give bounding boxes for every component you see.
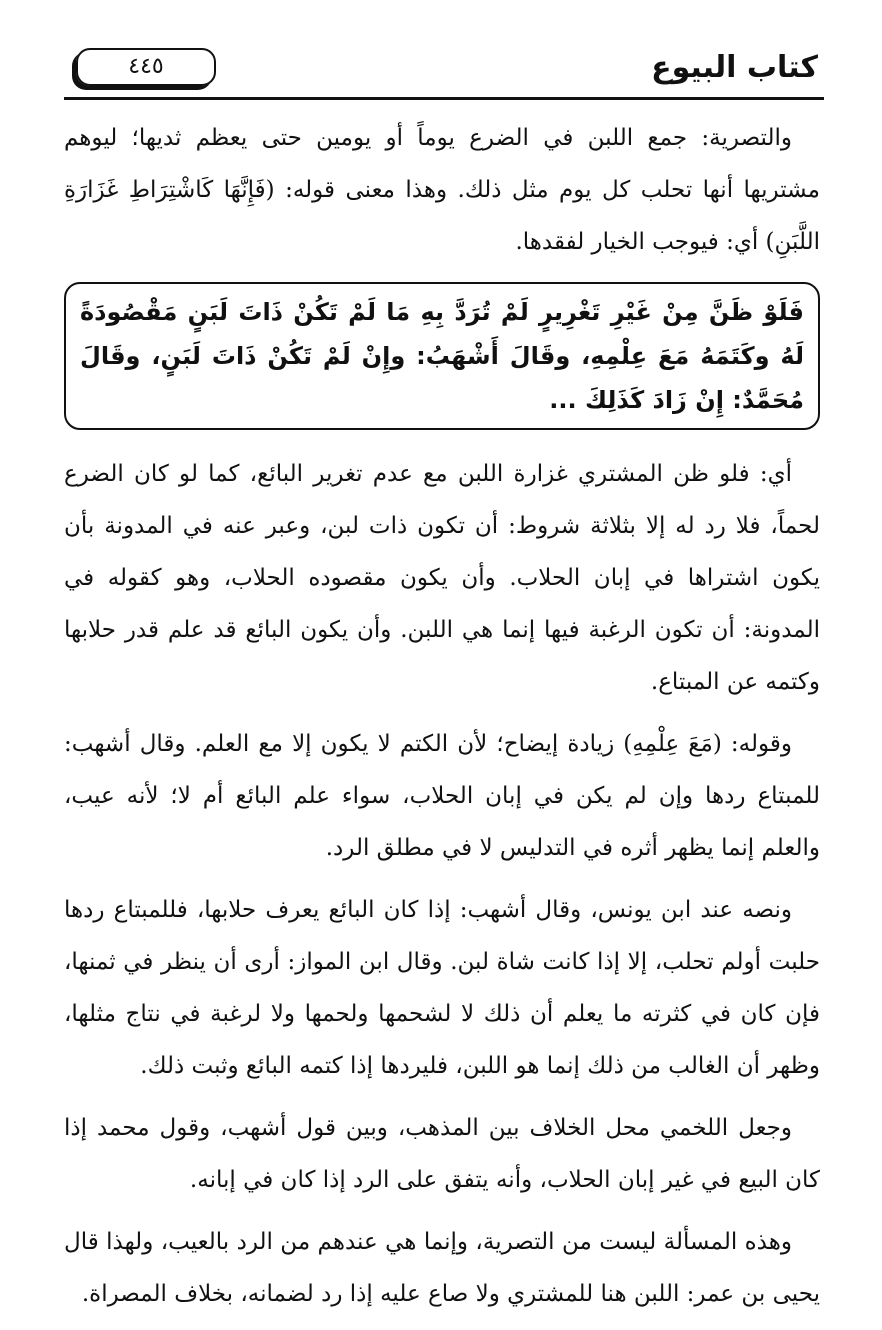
book-title: كتاب البيوع: [651, 50, 818, 85]
paragraph-tasriya: والتصرية: جمع اللبن في الضرع يوماً أو يومين حتى يعظم ثديها؛ ليوهم مشتريها أنها تحلب كل يوم مثل ذلك. وهذا معنى قوله: (فَإِنَّهَا كَاشْتِرَاطِ غَزَارَةِ اللَّبَنِ) أي: فيوجب الخيار لفقدها.: [64, 125, 820, 255]
paragraph-commentary-1: أي: فلو ظن المشتري غزارة اللبن مع عدم تغرير البائع، كما لو كان الضرع لحماً، فلا رد له إلا بثلاثة شروط: أن تكون ذات لبن، وعبر عنه في المدونة بأن يكون اشتراها في إبان الحلاب. وأن يكون مقصوده الحلاب، وهو كقوله في المدونة: أن تكون الرغبة فيها إنما هي اللبن. وأن يكون البائع قد علم قدر حلابها وكتمه عن المبتاع.: [64, 461, 820, 695]
page-number-box: [76, 48, 216, 86]
header-rule: [64, 97, 824, 100]
paragraph-commentary-5: وهذه المسألة ليست من التصرية، وإنما هي عندهم من الرد بالعيب، ولهذا قال يحيى بن عمر: اللبن هنا للمشتري ولا صاع عليه إذا رد لضمانه، بخلاف المصراة.: [64, 1229, 820, 1307]
page-number: ٤٤٥: [128, 54, 164, 79]
page-content: [64, 112, 820, 1330]
matn-quote-box: فَلَوْ ظَنَّ مِنْ غَيْرِ تَغْرِيرٍ لَمْ تُرَدَّ بِهِ مَا لَمْ تَكُنْ ذَاتَ لَبَنٍ مَقْصُودَةً لَهُ وكَتَمَهُ مَعَ عِلْمِهِ، وقَالَ أَشْهَبُ: وإِنْ لَمْ تَكُنْ ذَاتَ لَبَنٍ، وقَالَ مُحَمَّدٌ: إِنْ زَادَ كَذَلِكَ ...: [64, 282, 820, 430]
paragraph-commentary-4: وجعل اللخمي محل الخلاف بين المذهب، وبين قول أشهب، وقول محمد إذا كان البيع في غير إبان الحلاب، وأنه يتفق على الرد إذا كان في إبانه.: [64, 1115, 820, 1193]
paragraph-commentary-2: وقوله: (مَعَ عِلْمِهِ) زيادة إيضاح؛ لأن الكتم لا يكون إلا مع العلم. وقال أشهب: للمبتاع ردها وإن لم يكن في إبان الحلاب، سواء علم البائع أم لا؛ لأنه عيب، والعلم إنما يظهر أثره في التدليس لا في مطلق الرد.: [64, 731, 820, 861]
paragraph-commentary-3: ونصه عند ابن يونس، وقال أشهب: إذا كان البائع يعرف حلابها، فللمبتاع ردها حلبت أولم تحلب، إلا إذا كانت شاة لبن. وقال ابن المواز: أرى أن ينظر في ثمنها، فإن كان في كثرته ما يعلم أن ذلك لا لشحمها ولحمها ولا لرغبة في نتاج مثلها، وظهر أن الغالب من ذلك إنما هو اللبن، فليردها إذا كتمه البائع وثبت ذلك.: [64, 897, 820, 1079]
page-header: [64, 42, 824, 100]
